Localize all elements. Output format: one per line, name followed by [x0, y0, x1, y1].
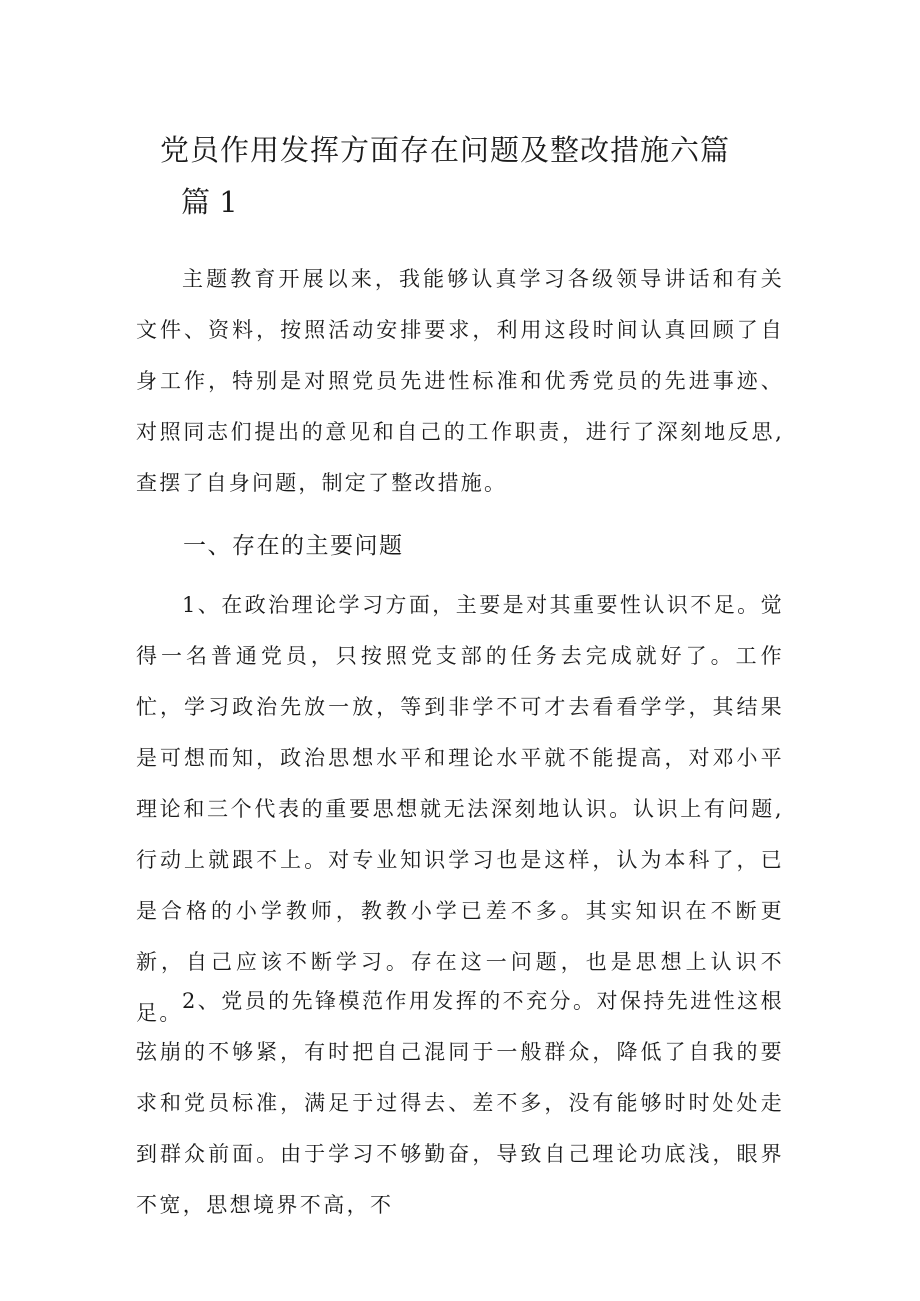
document-title: 党员作用发挥方面存在问题及整改措施六篇: [160, 133, 731, 167]
section-heading: 篇 1: [181, 185, 238, 219]
problems-heading: 一、存在的主要问题: [183, 533, 404, 559]
problem-paragraph-1: 1、在政治理论学习方面，主要是对其重要性认识不足。觉得一名普通党员，只按照党支部的任务去完成就好了。工作忙，学习政治先放一放，等到非学不可才去看看学学，其结果是可想而知，政治思想水平和理论水平就不能提高，对邓小平理论和三个代表的重要思想就无法深刻地认识。认识上有问题,行动上就跟不上。对专业知识学习也是这样，认为本科了，已是合格的小学教师，教教小学已差不多。其实知识在不断更新，自己应该不断学习。存在这一问题，也是思想上认识不足。: [136, 593, 784, 1025]
intro-paragraph: 主题教育开展以来，我能够认真学习各级领导讲话和有关文件、资料，按照活动安排要求，利用这段时间认真回顾了自身工作，特别是对照党员先进性标准和优秀党员的先进事迹、对照同志们提出的意见和自己的工作职责，进行了深刻地反思,查摆了自身问题，制定了整改措施。: [136, 267, 784, 495]
problem-paragraph-2: 2、党员的先锋模范作用发挥的不充分。对保持先进性这根弦崩的不够紧，有时把自己混同于一般群众，降低了自我的要求和党员标准，满足于过得去、差不多，没有能够时时处处走到群众前面。由于学习不够勤奋，导致自己理论功底浅，眼界不宽，思想境界不高，不: [136, 989, 784, 1217]
